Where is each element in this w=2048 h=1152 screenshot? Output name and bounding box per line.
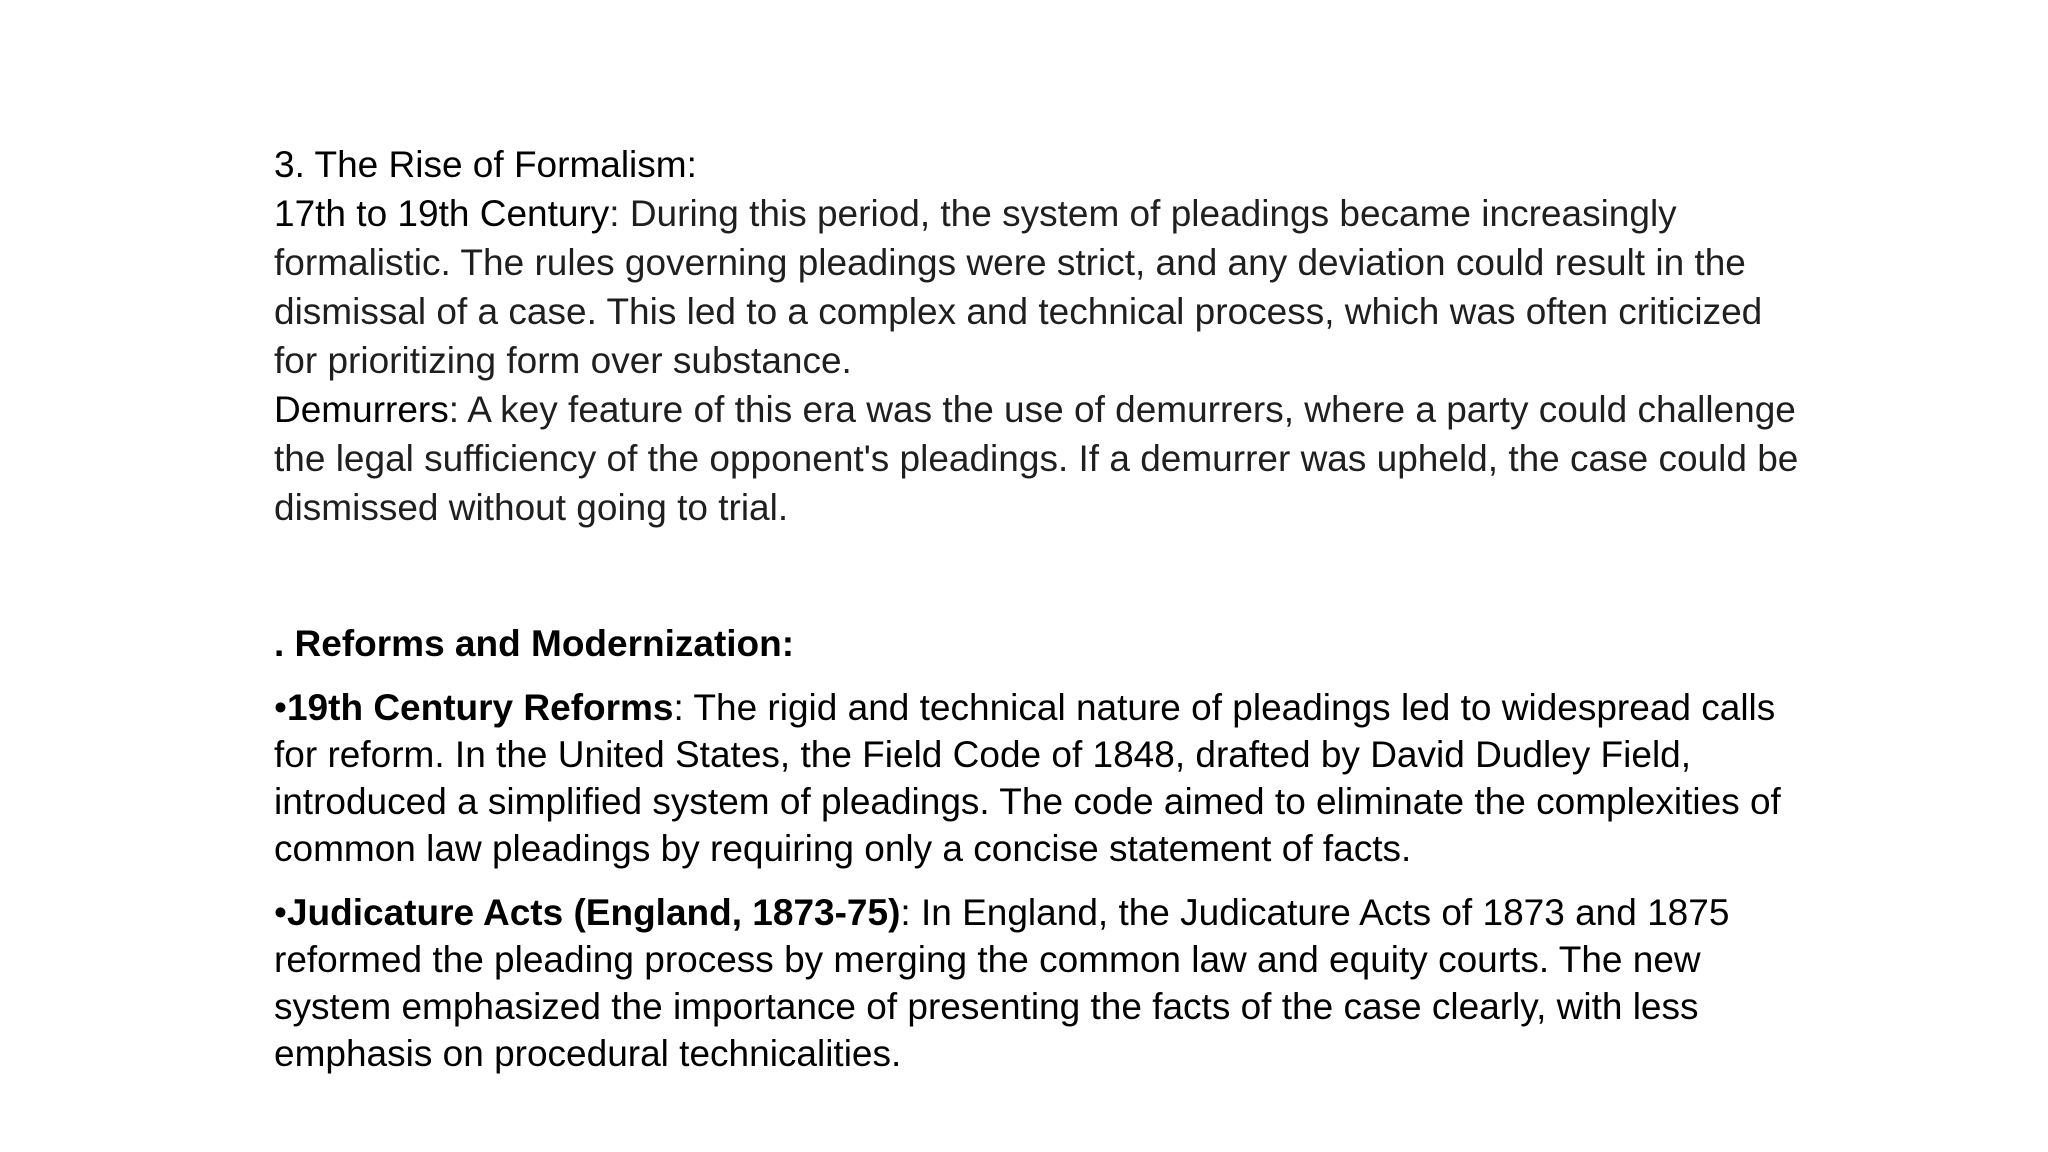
section-heading: . Reforms and Modernization: xyxy=(274,623,795,664)
section-heading: 3. The Rise of Formalism: xyxy=(274,144,697,185)
term-label: 17th to 19th Century xyxy=(274,193,610,234)
term-label: 19th Century Reforms xyxy=(286,687,674,728)
bullet: • xyxy=(274,892,287,933)
term-label: Demurrers xyxy=(274,389,449,430)
paragraph-17th-to-19th-century xyxy=(274,189,1814,385)
reforms-section xyxy=(274,620,1814,1094)
paragraph-19th-century-reforms xyxy=(274,684,1814,872)
paragraph-text: : In England, the Judicature Acts of 1873 and 1875 reformed the pleading process by merging the common law and equity courts. The new system emphasized the importance of presenting the facts of the case clearly, with less emphasis on procedural technicalities. xyxy=(274,892,1730,1074)
paragraph-judicature-acts xyxy=(274,889,1814,1077)
bullet: • xyxy=(274,687,287,728)
rise-of-formalism-section xyxy=(274,140,1814,532)
paragraph-text: : A key feature of this era was the use of demurrers, where a party could challenge the legal sufficiency of the opponent's pleadings. If a demurrer was upheld, the case could be dismissed without going to trial. xyxy=(274,389,1799,528)
paragraph-text: : The rigid and technical nature of pleadings led to widespread calls for reform. In the United States, the Field Code of 1848, drafted by David Dudley Field, introduced a simplified system of pleadings. The code aimed to eliminate the complexities of common law pleadings by requiring only a concise statement of facts. xyxy=(274,687,1781,869)
slide-content xyxy=(274,140,1814,1074)
term-label: Judicature Acts (England, 1873-75) xyxy=(286,892,901,933)
paragraph-text: : During this period, the system of pleadings became increasingly formalistic. The rules governing pleadings were strict, and any deviation could result in the dismissal of a case. This led to a complex and technical process, which was often criticized for prioritizing form over substance. xyxy=(274,193,1763,381)
paragraph-demurrers xyxy=(274,385,1814,532)
